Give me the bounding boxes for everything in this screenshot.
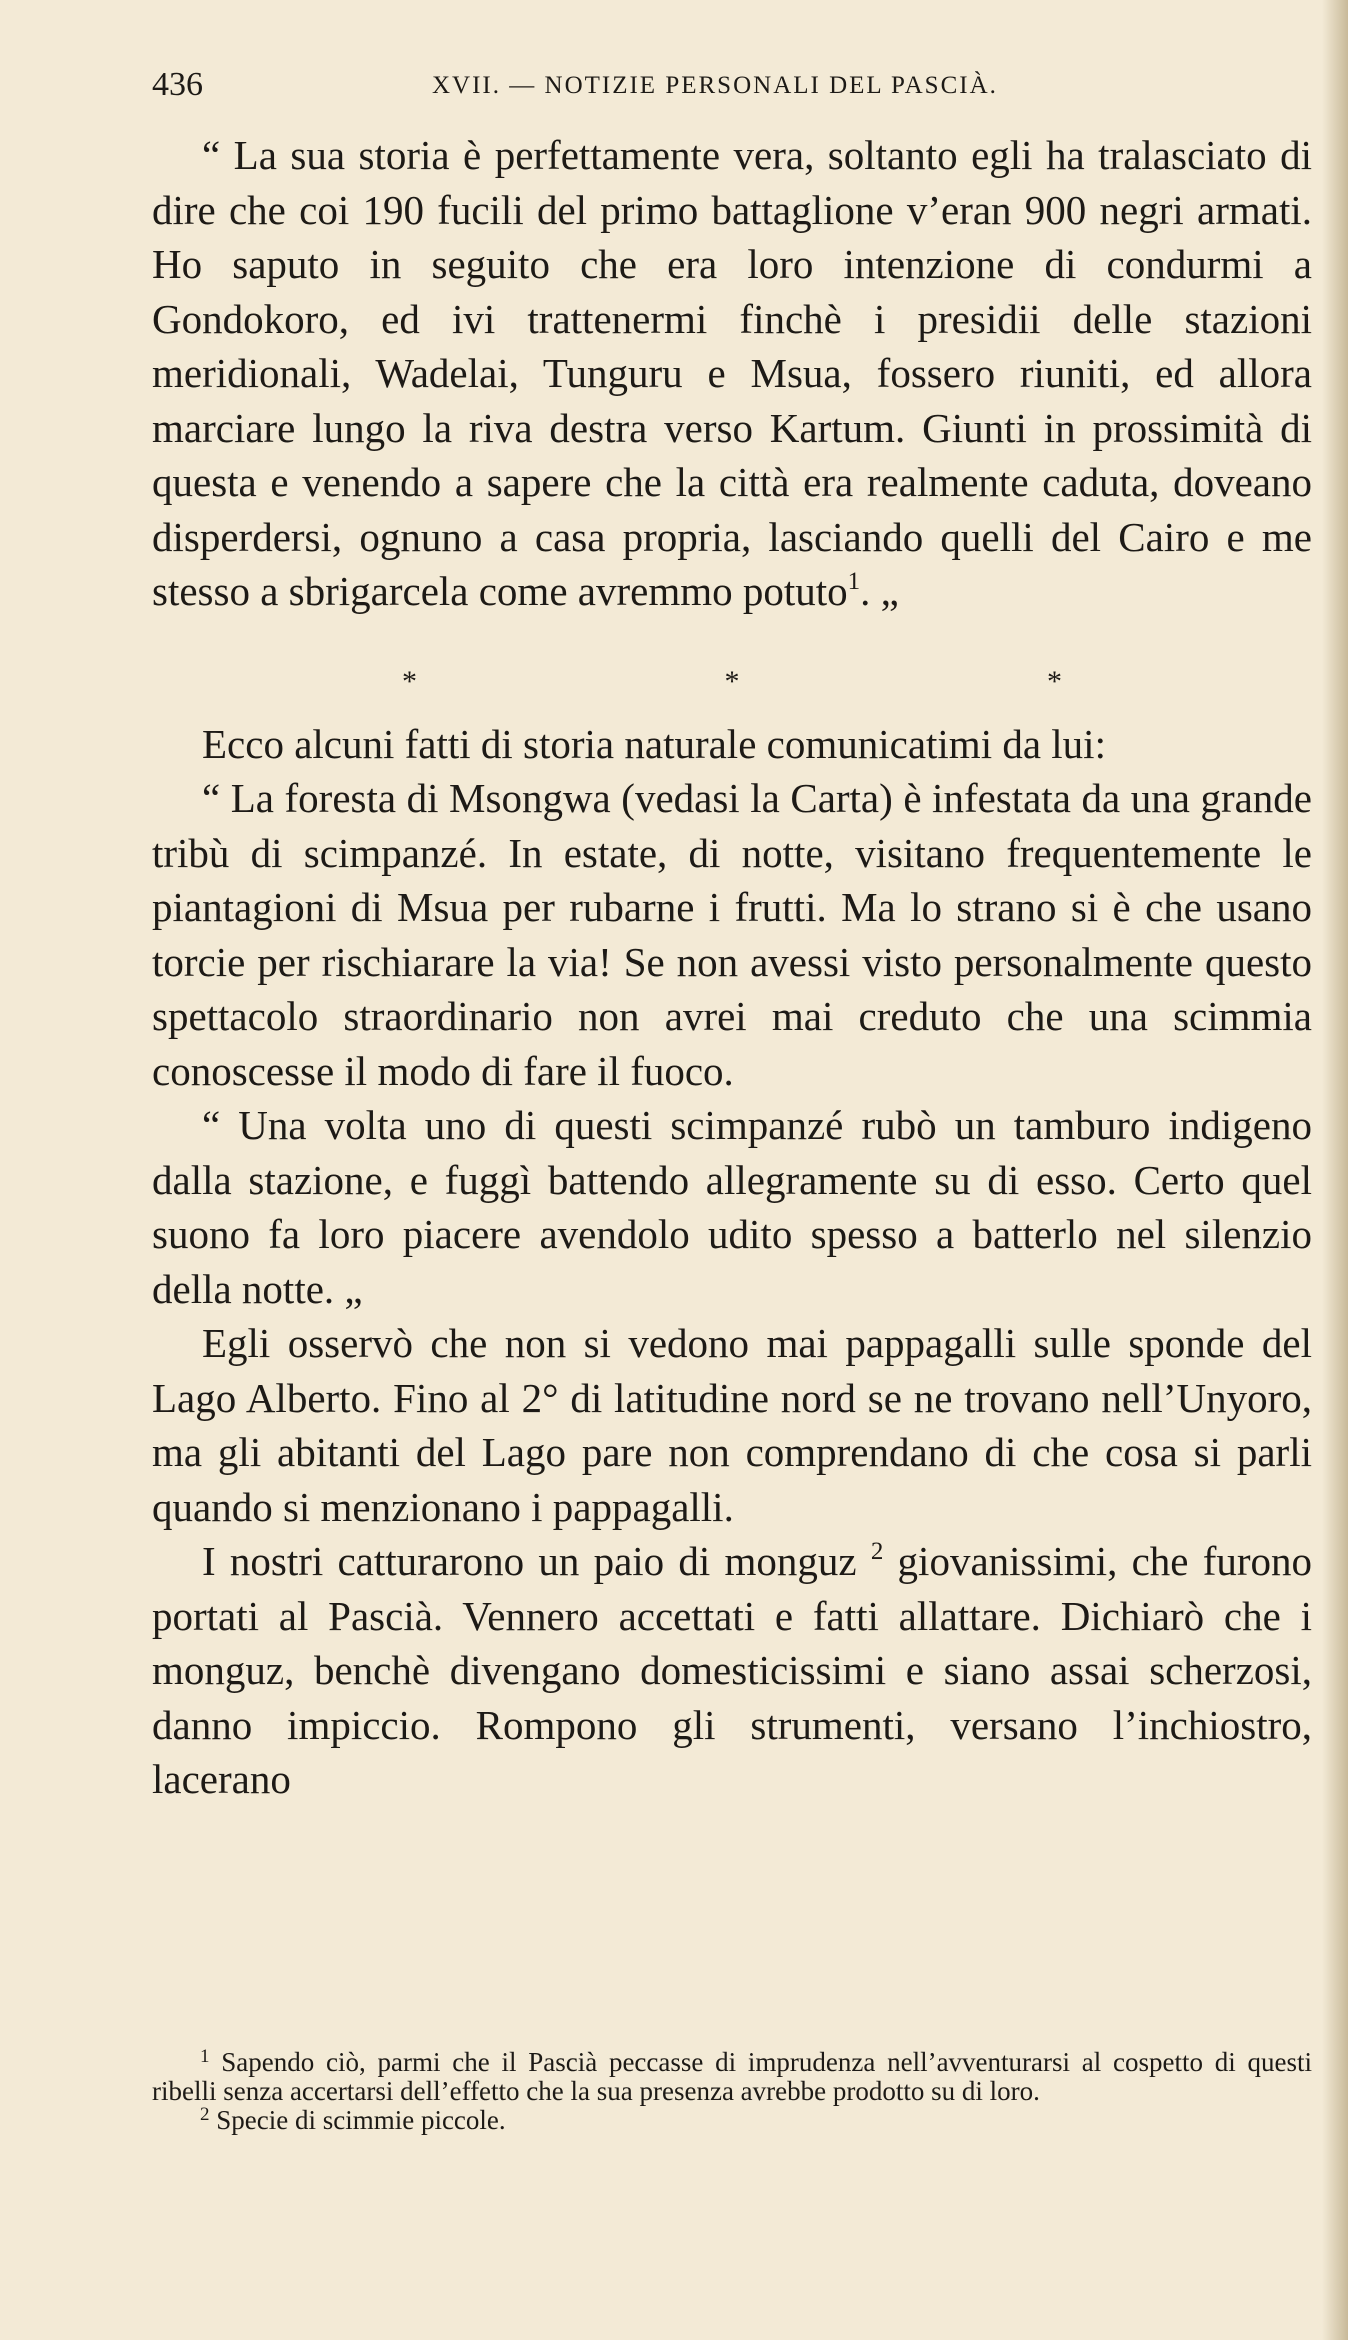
paragraph — [152, 128, 1312, 619]
paragraph-tail: . „ — [860, 568, 899, 614]
paragraph: “ Una volta uno di questi scimpanzé rubò un tamburo indigeno dalla stazione, e fuggì battendo allegramente su di esso. Certo quel suono fa loro piacere avendolo udito spesso a batterlo nel silenzio della notte. „ — [152, 1102, 1312, 1312]
footnote — [152, 2106, 1312, 2135]
paragraph-text: I nostri catturarono un paio di monguz — [202, 1538, 857, 1584]
footnote-number: 2 — [200, 2104, 210, 2125]
footnote — [152, 2048, 1312, 2106]
paragraph: Egli osservò che non si vedono mai pappagalli sulle sponde del Lago Alberto. Fino al 2° di latitudine nord se ne trovano nell’Unyoro, ma gli abitanti del Lago pare non comprendano di che cosa si parli quando si menzionano i pappagalli. — [152, 1320, 1312, 1530]
paragraph: Ecco alcuni fatti di storia naturale comunicatimi da lui: — [202, 720, 1106, 767]
running-title: XVII. — NOTIZIE PERSONALI DEL PASCIÀ. — [432, 72, 998, 99]
footnote-ref: 1 — [847, 568, 861, 595]
page-edge-shadow — [1322, 0, 1348, 2340]
paragraph-text: “ La sua storia è perfettamente vera, soltanto egli ha tralasciato di dire che coi 190 fucili del primo battaglione v’eran 900 negri armati. Ho saputo in seguito che era loro intenzione di condurmi a Gondokoro, ed ivi trattenermi finchè i presidii delle stazioni meridionali, Wadelai, Tunguru e Msua, fossero riuniti, ed allora marciare lungo la riva destra verso Kartum. Giunti in prossimità di questa e venendo a sapere che la città era realmente caduta, doveano disperdersi, ognuno a casa propria, lasciando quelli del Cairo e me stesso a sbrigarcela come avremmo potuto — [152, 132, 1312, 614]
paragraph — [152, 1534, 1312, 1807]
footnote-text: Sapendo ciò, parmi che il Pascià peccasse di imprudenza nell’avventurarsi al cospetto di questi ribelli senza accertarsi dell’effetto che la sua presenza avrebbe prodotto su di loro. — [152, 2047, 1312, 2106]
footnotes — [152, 2048, 1312, 2135]
footnote-number: 1 — [200, 2046, 210, 2067]
page-header — [152, 66, 1312, 106]
main-text — [152, 128, 1312, 1807]
page-number: 436 — [152, 66, 203, 103]
footnote-text: Specie di scimmie piccole. — [216, 2105, 506, 2135]
paragraph-tail: giovanissimi, che furono portati al Pascià. Vennero accettati e fatti allattare. Dichiarò che i monguz, benchè divengano domesticissimi e siano assai scherzosi, danno impiccio. Rompono gli strumenti, versano l’inchiostro, lacerano — [152, 1538, 1312, 1802]
paragraph: “ La foresta di Msongwa (vedasi la Carta) è infestata da una grande tribù di scimpanzé. In estate, di notte, visitano frequentemente le piantagioni di Msua per rubarne i frutti. Ma lo strano si è che usano torcie per rischiarare la via! Se non avessi visto personalmente questo spettacolo straordinario non avrei mai creduto che una scimmia conoscesse il modo di fare il fuoco. — [152, 775, 1312, 1094]
footnote-ref: 2 — [870, 1538, 884, 1565]
section-separator: * * * — [402, 664, 1212, 698]
